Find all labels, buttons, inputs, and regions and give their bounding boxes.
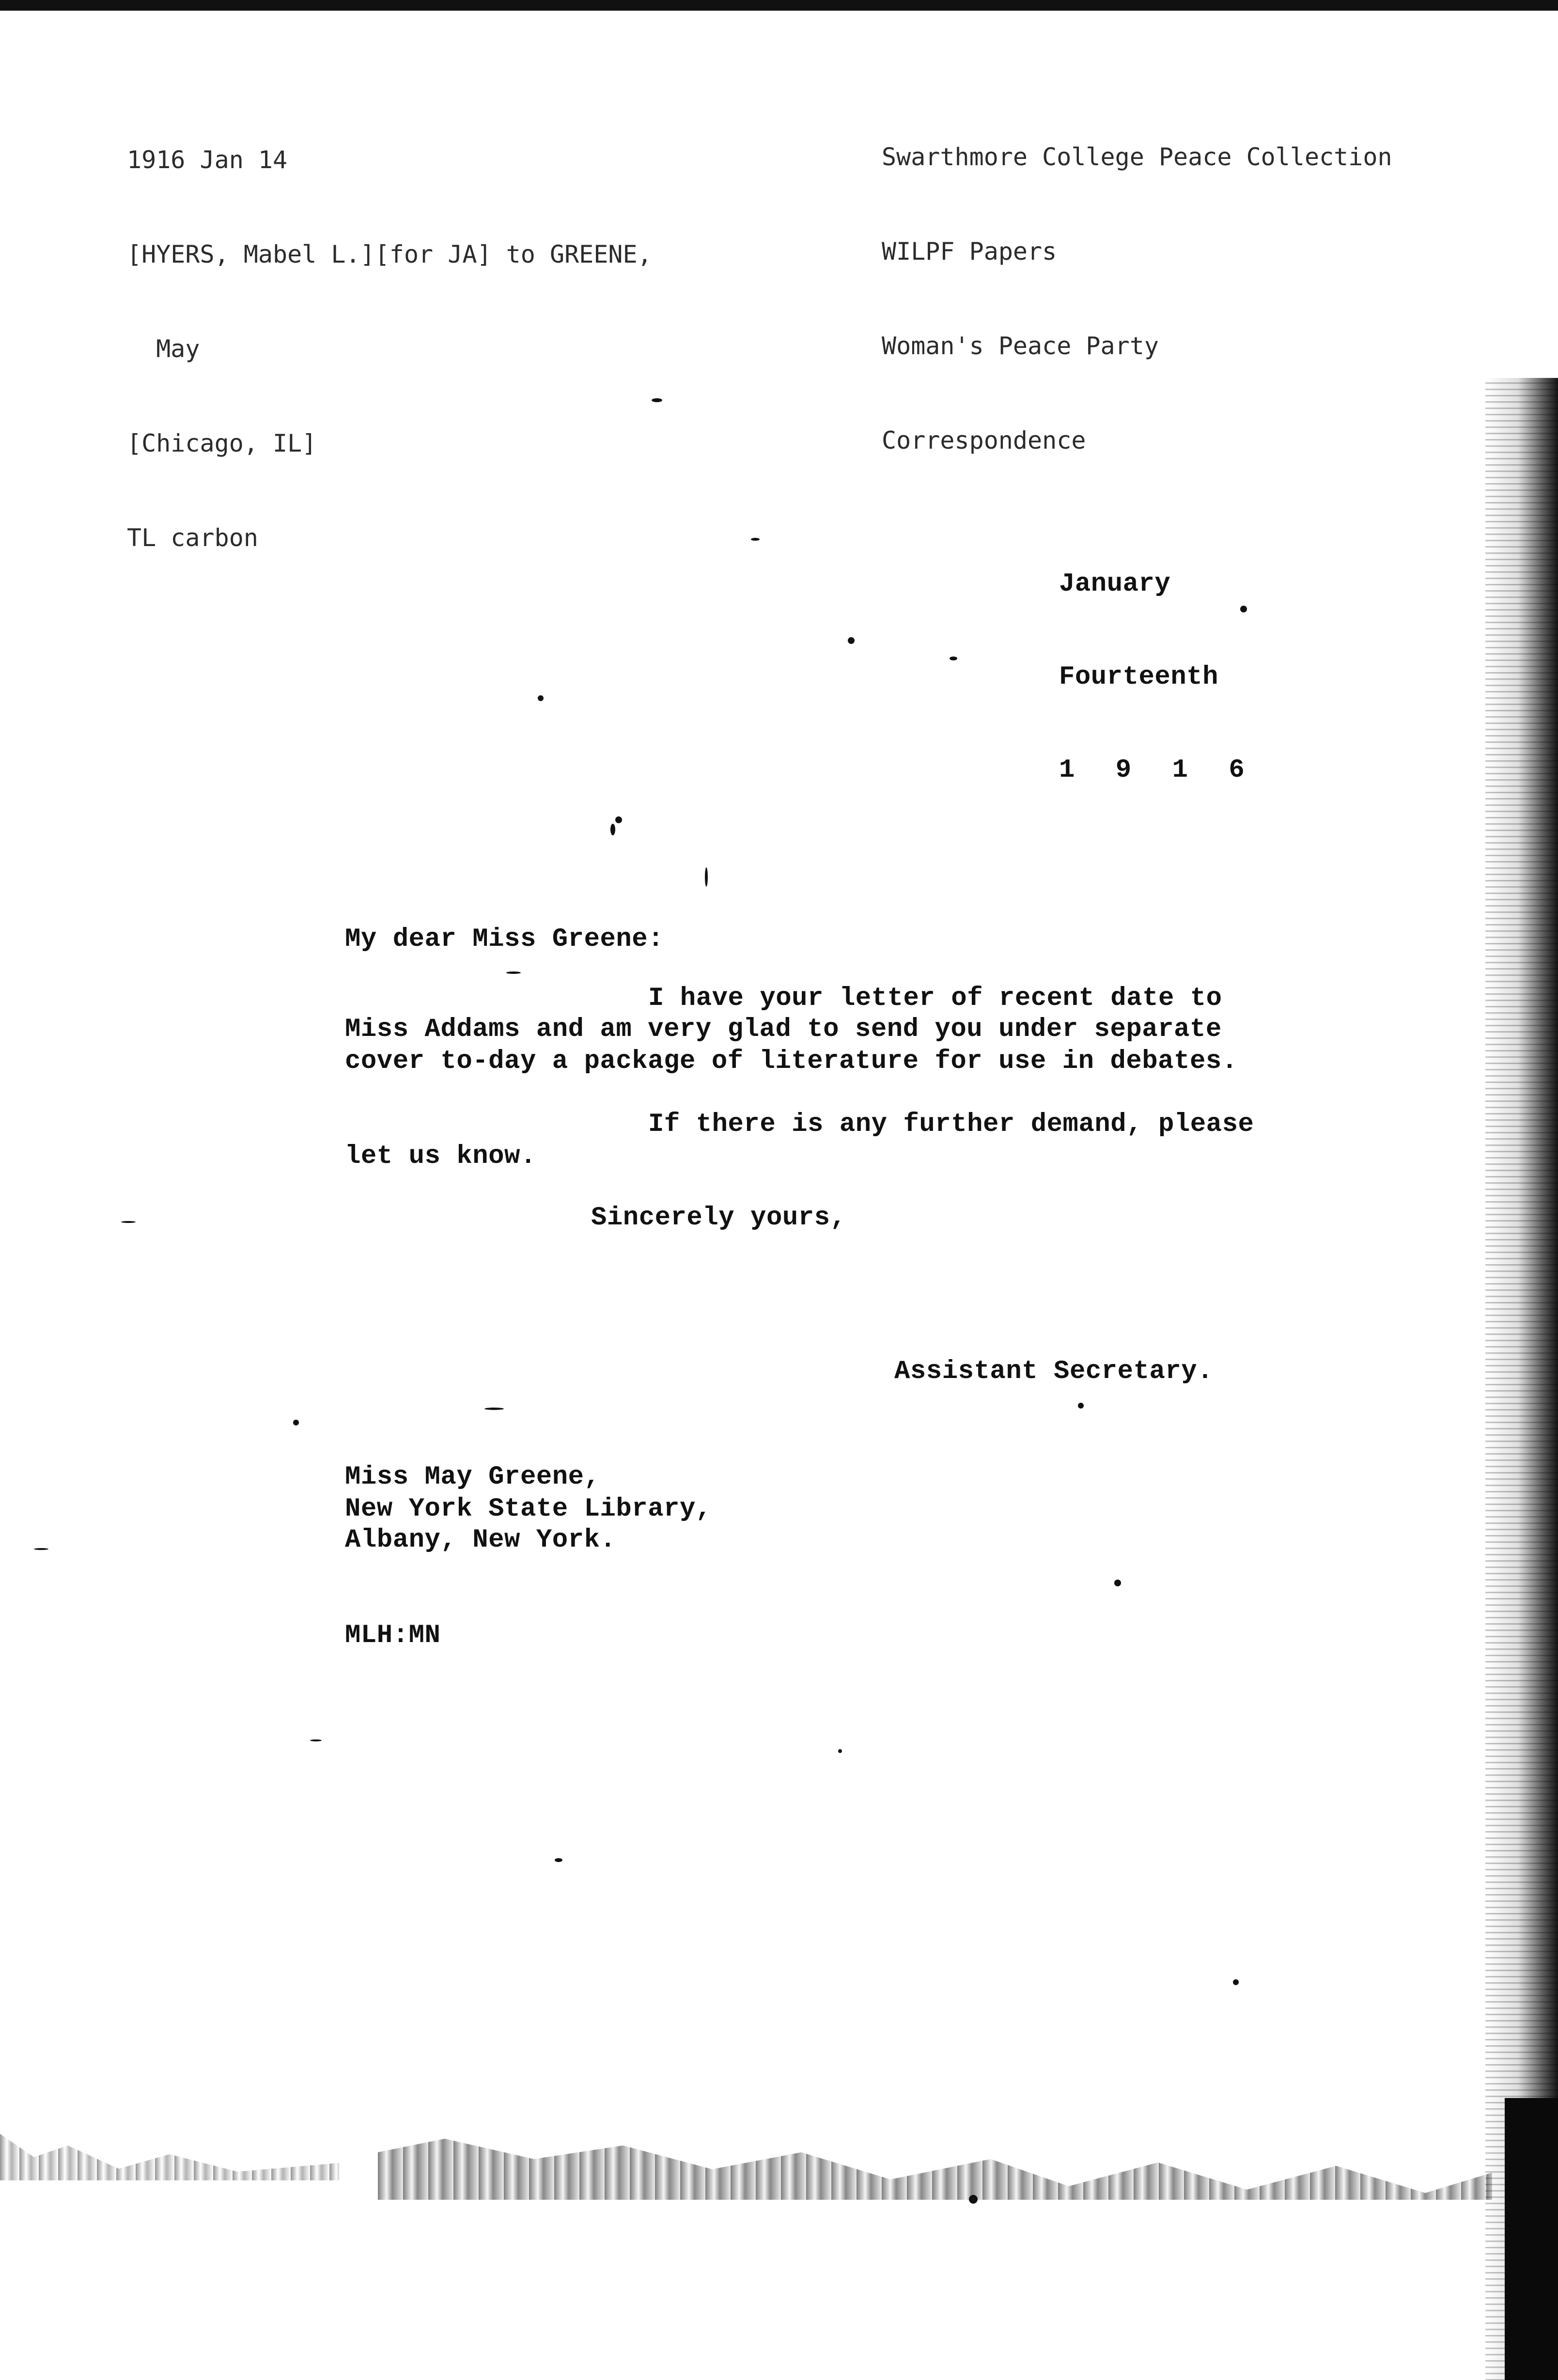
scan-border-top (0, 0, 1558, 11)
speck (1078, 1403, 1084, 1409)
speck (1233, 1979, 1239, 1985)
scan-edge-right-shadow (1505, 2098, 1558, 2380)
speck (950, 657, 957, 660)
speck (34, 1548, 48, 1550)
reference-initials: MLH:MN (345, 1621, 441, 1650)
archive-header-right-line: Swarthmore College Peace Collection (882, 143, 1392, 171)
archive-header-left-line: May (127, 335, 200, 363)
letter-body-line: Miss Addams and am very glad to send you under separate (345, 1015, 1222, 1044)
speck (538, 695, 544, 701)
letter-salutation: My dear Miss Greene: (345, 924, 664, 954)
scan-edge-right (1485, 378, 1558, 2380)
speck (848, 637, 855, 644)
letter-date-month: January (1059, 569, 1171, 599)
speck (652, 398, 662, 402)
letter-date-year: 1 9 1 6 (1059, 755, 1257, 785)
archive-header-right-line: Correspondence (882, 426, 1086, 454)
letter-body-line: If there is any further demand, please (648, 1110, 1254, 1139)
recipient-address-line: Albany, New York. (345, 1525, 616, 1555)
speck (484, 1408, 504, 1410)
speck (751, 538, 760, 541)
archive-header-left (127, 81, 652, 617)
recipient-address-line: New York State Library, (345, 1494, 712, 1524)
speck (615, 816, 622, 823)
speck (969, 2195, 978, 2204)
speck (121, 1221, 136, 1223)
letter-date-day: Fourteenth (1059, 662, 1219, 692)
recipient-address-line: Miss May Greene, (345, 1462, 600, 1492)
archive-header-left-line: 1916 Jan 14 (127, 146, 288, 174)
speck (555, 1858, 562, 1862)
archive-header-right-line: WILPF Papers (882, 237, 1057, 266)
scan-edge-bottom-left (0, 2122, 339, 2180)
letter-date (1059, 507, 1257, 848)
speck (1114, 1580, 1121, 1586)
scan-edge-bottom (378, 2132, 1492, 2200)
letter-body-line: I have your letter of recent date to (648, 984, 1222, 1013)
archive-header-left-line: [HYERS, Mabel L.][for JA] to GREENE, (127, 240, 652, 268)
archive-header-right (882, 78, 1392, 519)
letter-closing: Sincerely yours, (591, 1203, 846, 1233)
letter-body-line: cover to-day a package of literature for use in debates. (345, 1047, 1238, 1076)
speck (310, 1739, 322, 1741)
archive-header-right-line: Woman's Peace Party (882, 332, 1159, 360)
signature-title: Assistant Secretary. (894, 1357, 1214, 1386)
archive-header-left-line: TL carbon (127, 524, 258, 552)
speck (705, 867, 708, 887)
speck (293, 1420, 299, 1425)
speck (838, 1749, 842, 1753)
archive-header-left-line: [Chicago, IL] (127, 429, 317, 457)
speck (610, 824, 615, 835)
letter-body-line: let us know. (345, 1142, 536, 1171)
speck (506, 971, 521, 974)
